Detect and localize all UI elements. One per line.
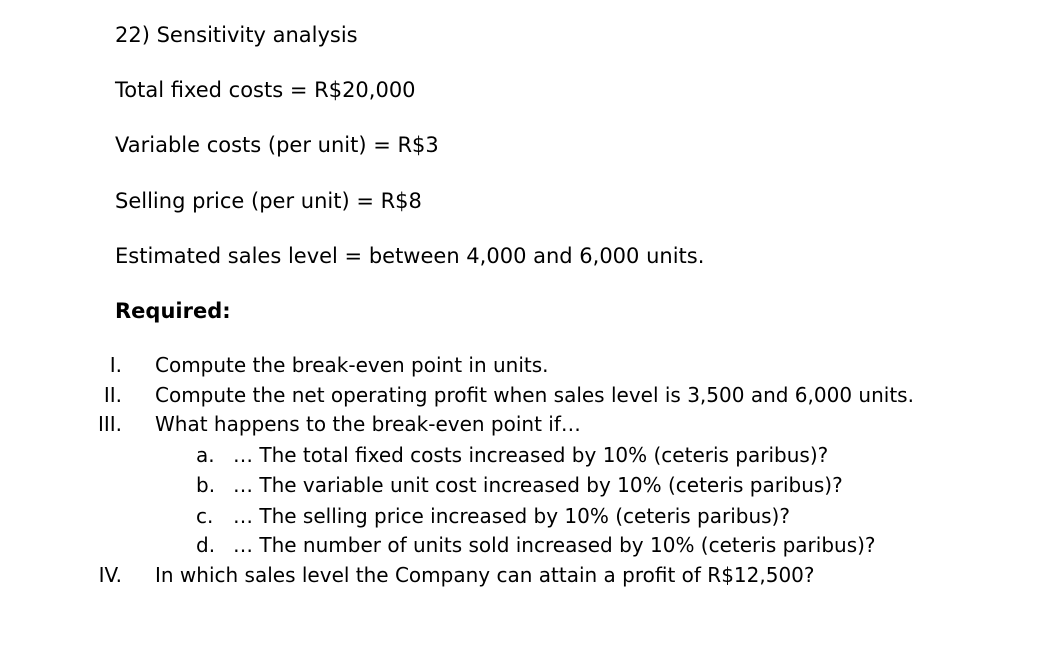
- variable-costs-line: Variable costs (per unit) = R$3: [115, 133, 439, 157]
- question-numeral: II.: [103, 383, 122, 407]
- selling-price-line: Selling price (per unit) = R$8: [115, 189, 422, 213]
- question-numeral: I.: [109, 353, 122, 377]
- question-text: Compute the net operating profit when sales level is 3,500 and 6,000 units.: [155, 383, 914, 407]
- question-numeral: IV.: [98, 563, 122, 587]
- sub-question-letter: c.: [196, 504, 214, 528]
- required-heading: Required:: [115, 299, 231, 323]
- sub-question-letter: d.: [196, 533, 216, 557]
- sub-question-text: … The variable unit cost increased by 10% (ceteris paribus)?: [233, 473, 843, 497]
- question-text: In which sales level the Company can attain a profit of R$12,500?: [155, 563, 815, 587]
- exercise-title: 22) Sensitivity analysis: [115, 23, 358, 47]
- sub-question-letter: b.: [196, 473, 216, 497]
- sub-question-text: … The selling price increased by 10% (ceteris paribus)?: [233, 504, 790, 528]
- sub-question-text: … The number of units sold increased by 10% (ceteris paribus)?: [233, 533, 876, 557]
- sales-level-line: Estimated sales level = between 4,000 and 6,000 units.: [115, 244, 705, 268]
- sub-question-text: … The total fixed costs increased by 10% (ceteris paribus)?: [233, 443, 829, 467]
- question-numeral: III.: [97, 412, 122, 436]
- sub-question-letter: a.: [196, 443, 215, 467]
- question-text: Compute the break-even point in units.: [155, 353, 549, 377]
- question-text: What happens to the break-even point if…: [155, 412, 581, 436]
- fixed-costs-line: Total fixed costs = R$20,000: [115, 78, 416, 102]
